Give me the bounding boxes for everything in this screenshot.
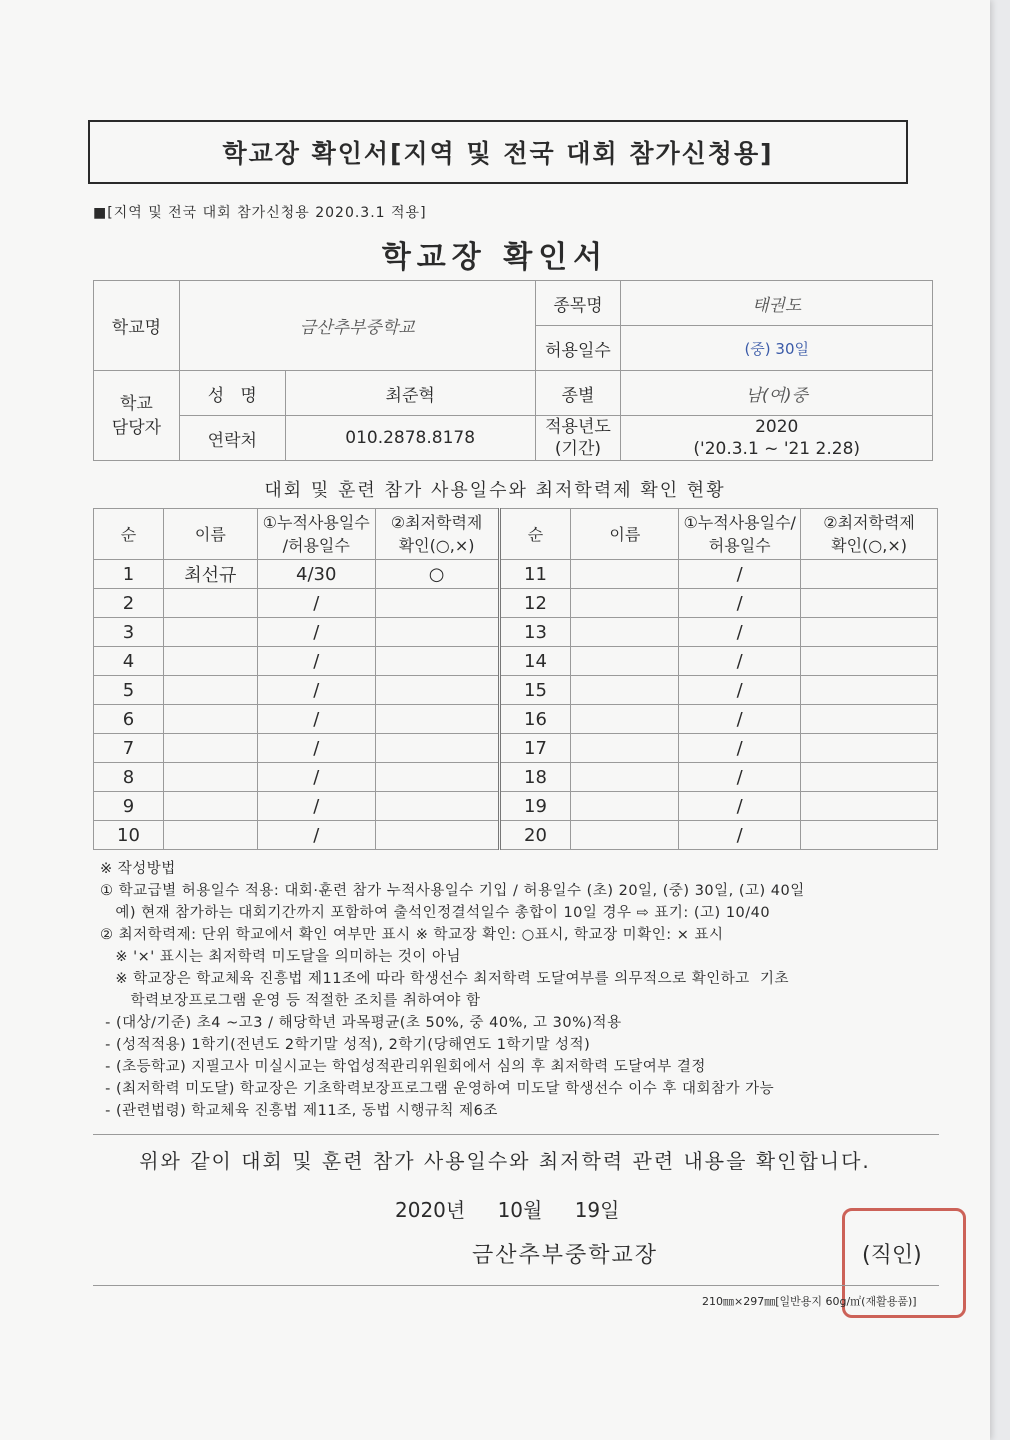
seq-cell: 11 (499, 560, 571, 589)
days-cell: 4/30 (257, 560, 375, 589)
table-row (94, 763, 938, 792)
divider (93, 1134, 939, 1135)
academic-cell (375, 589, 499, 618)
days-cell: / (679, 647, 801, 676)
academic-cell (375, 734, 499, 763)
days-header: ①누적사용일수 /허용일수 (257, 509, 375, 560)
days-header: ①누적사용일수/ 허용일수 (679, 509, 801, 560)
note-line: ② 최저학력제: 단위 학교에서 확인 여부만 표시 ※ 학교장 확인: ○표시, 학교장 미확인: × 표시 (100, 927, 724, 943)
days-cell: / (257, 705, 375, 734)
days-value: (중) 30일 (621, 326, 933, 371)
days-cell: / (257, 734, 375, 763)
phone-label: 연락처 (179, 416, 285, 461)
academic-cell (375, 763, 499, 792)
academic-cell (801, 647, 938, 676)
year-cell (621, 416, 933, 461)
days-cell: / (679, 763, 801, 792)
table-row (94, 560, 938, 589)
academic-cell (801, 618, 938, 647)
days-cell: / (679, 821, 801, 850)
academic-cell (801, 792, 938, 821)
confirmation-statement: 위와 같이 대회 및 훈련 참가 사용일수와 최저학력 관련 내용을 확인합니다. (139, 1149, 871, 1173)
note-line: - (대상/기준) 초4 ~고3 / 해당학년 과목평균(초 50%, 중 40%, 고 30%)적용 (100, 1015, 622, 1031)
name-cell: 최선규 (163, 560, 257, 589)
seq-cell: 16 (499, 705, 571, 734)
academic-cell (801, 821, 938, 850)
seq-cell: 19 (499, 792, 571, 821)
name-cell (571, 705, 679, 734)
seq-cell: 10 (94, 821, 164, 850)
academic-cell (375, 705, 499, 734)
note-line: ※ 학교장은 학교체육 진흥법 제11조에 따라 학생선수 최저학력 도달여부를 의무적으로 확인하고 기초 (100, 971, 790, 987)
academic-header: ②최저학력제 확인(○,×) (801, 509, 938, 560)
table-row (94, 647, 938, 676)
event-label: 종목명 (535, 281, 621, 326)
seal-label: (직인) (862, 1243, 922, 1268)
days-label: 허용일수 (535, 326, 621, 371)
note-line: ① 학교급별 허용일수 적용: 대회·훈련 참가 누적사용일수 기입 / 허용일수 (초) 20일, (중) 30일, (고) 40일 (100, 883, 805, 899)
note-line: - (최저학력 미도달) 학교장은 기초학력보장프로그램 운영하여 미도달 학생선수 이수 후 대회참가 가능 (100, 1081, 775, 1097)
seq-header: 순 (499, 509, 571, 560)
days-cell: / (679, 734, 801, 763)
seq-cell: 15 (499, 676, 571, 705)
name-cell (163, 763, 257, 792)
name-cell (571, 676, 679, 705)
academic-cell: ○ (375, 560, 499, 589)
name-cell (571, 647, 679, 676)
note-line: - (성적적용) 1학기(전년도 2학기말 성적), 2학기(당해연도 1학기말 성적) (100, 1037, 591, 1053)
name-cell (163, 589, 257, 618)
year-value: 2020 (755, 417, 799, 437)
academic-cell (801, 560, 938, 589)
note-line: 학력보장프로그램 운영 등 적절한 조치를 취하여야 함 (100, 993, 481, 1009)
days-cell: / (257, 647, 375, 676)
academic-cell (801, 705, 938, 734)
academic-cell (375, 618, 499, 647)
name-cell (163, 647, 257, 676)
name-cell (163, 676, 257, 705)
issue-date: 2020년 10월 19일 (395, 1198, 620, 1222)
info-table (93, 280, 933, 461)
name-cell (163, 705, 257, 734)
academic-cell (801, 763, 938, 792)
seq-cell: 9 (94, 792, 164, 821)
table-row (94, 821, 938, 850)
applicability-notice: ■[지역 및 전국 대회 참가신청용 2020.3.1 적용] (93, 205, 427, 221)
principal-name: 금산추부중학교장 (472, 1243, 659, 1268)
seq-cell: 3 (94, 618, 164, 647)
name-value: 최준혁 (285, 371, 535, 416)
table-row (94, 705, 938, 734)
seq-cell: 1 (94, 560, 164, 589)
table-row (94, 792, 938, 821)
name-cell (571, 618, 679, 647)
name-cell (163, 792, 257, 821)
school-value: 금산추부중학교 (179, 281, 535, 371)
name-label: 성 명 (179, 371, 285, 416)
academic-cell (801, 734, 938, 763)
days-cell: / (679, 589, 801, 618)
table-row (94, 618, 938, 647)
days-cell: / (257, 676, 375, 705)
name-cell (163, 821, 257, 850)
roster-section-title: 대회 및 훈련 참가 사용일수와 최저학력제 확인 현황 (264, 480, 726, 501)
seq-cell: 20 (499, 821, 571, 850)
contact-person-label: 학교 담당자 (94, 371, 180, 461)
table-row (94, 589, 938, 618)
note-line: 예) 현재 참가하는 대회기간까지 포함하여 출석인정결석일수 총합이 10일 경우 ⇨ 표기: (고) 10/40 (100, 905, 771, 921)
year-label: 적용년도 (기간) (535, 416, 621, 461)
seq-cell: 8 (94, 763, 164, 792)
seq-cell: 4 (94, 647, 164, 676)
seq-cell: 13 (499, 618, 571, 647)
days-cell: / (257, 821, 375, 850)
academic-header: ②최저학력제 확인(○,×) (375, 509, 499, 560)
days-cell: / (679, 676, 801, 705)
seq-cell: 2 (94, 589, 164, 618)
note-line: ※ '×' 표시는 최저학력 미도달을 의미하는 것이 아님 (100, 949, 461, 965)
days-cell: / (679, 560, 801, 589)
header-title-box: 학교장 확인서[지역 및 전국 대회 참가신청용] (88, 120, 908, 184)
event-value: 태권도 (621, 281, 933, 326)
days-cell: / (257, 618, 375, 647)
name-cell (163, 734, 257, 763)
name-header: 이름 (163, 509, 257, 560)
divider (93, 1285, 939, 1286)
paper-spec: 210㎜×297㎜[일반용지 60g/㎡(재활용품)] (702, 1295, 917, 1308)
seq-header: 순 (94, 509, 164, 560)
name-header: 이름 (571, 509, 679, 560)
phone-value: 010.2878.8178 (285, 416, 535, 461)
seq-cell: 18 (499, 763, 571, 792)
seq-cell: 17 (499, 734, 571, 763)
school-label: 학교명 (94, 281, 180, 371)
seq-cell: 12 (499, 589, 571, 618)
name-cell (571, 560, 679, 589)
table-row (94, 676, 938, 705)
writing-instructions (100, 858, 950, 1122)
academic-cell (375, 821, 499, 850)
academic-cell (801, 676, 938, 705)
days-cell: / (257, 589, 375, 618)
academic-cell (375, 647, 499, 676)
days-cell: / (679, 705, 801, 734)
seq-cell: 5 (94, 676, 164, 705)
roster-table (93, 508, 938, 850)
days-cell: / (679, 618, 801, 647)
days-cell: / (679, 792, 801, 821)
period-value: ('20.3.1 ~ '21 2.28) (693, 439, 861, 459)
seq-cell: 6 (94, 705, 164, 734)
name-cell (163, 618, 257, 647)
name-cell (571, 792, 679, 821)
name-cell (571, 589, 679, 618)
gender-value: 남(여)중 (621, 371, 933, 416)
academic-cell (375, 676, 499, 705)
page-title: 학교장 확인서 (381, 240, 609, 275)
days-cell: / (257, 792, 375, 821)
note-line: - (관련법령) 학교체육 진흥법 제11조, 동법 시행규칙 제6조 (100, 1103, 498, 1119)
name-cell (571, 734, 679, 763)
name-cell (571, 763, 679, 792)
note-line: - (초등학교) 지필고사 미실시교는 학업성적관리위원회에서 심의 후 최저학력 도달여부 결정 (100, 1059, 706, 1075)
note-line: ※ 작성방법 (100, 861, 176, 877)
gender-label: 종별 (535, 371, 621, 416)
seq-cell: 14 (499, 647, 571, 676)
academic-cell (375, 792, 499, 821)
name-cell (571, 821, 679, 850)
academic-cell (801, 589, 938, 618)
days-cell: / (257, 763, 375, 792)
seq-cell: 7 (94, 734, 164, 763)
table-row (94, 734, 938, 763)
